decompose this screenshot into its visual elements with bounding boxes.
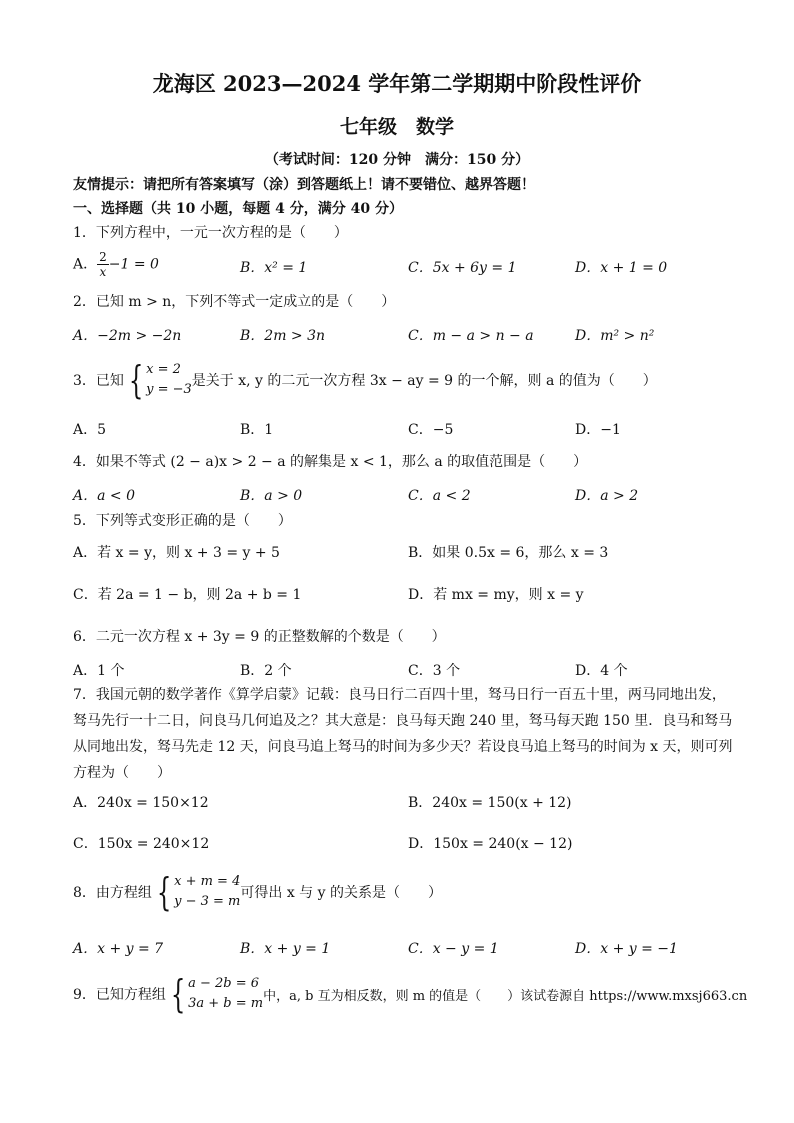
exam-info: （考试时间：120 分钟 满分：150 分）	[264, 152, 530, 168]
question-1-option-c: C．5x + 6y = 1	[408, 260, 517, 276]
system-line-1: x = 2	[146, 362, 181, 377]
q8-suffix: 可得出 x 与 y 的关系是（ ）	[240, 885, 442, 901]
question-5-option-d: D．若 mx = my，则 x = y	[408, 587, 584, 603]
question-7-option-b: B．240x = 150(x + 12)	[408, 795, 572, 811]
question-6-option-c: C．3 个	[408, 663, 461, 679]
question-4-option-d: D．a > 2	[575, 488, 639, 504]
question-7-option-a: A．240x = 150×12	[73, 795, 209, 811]
section-heading: 一、选择题（共 10 小题，每题 4 分，满分 40 分）	[73, 201, 403, 217]
question-7-stem: 7．我国元朝的数学著作《算学启蒙》记载：良马日行二百四十里，驽马日行一百五十里，两马同地出发，驽马先行一十二日，问良马几何追及之？其大意是：良马每天跑 240 里，驽马每天跑 150 里．良马和驽马从同地出发，驽马先走 12 天，问良马追上驽马的时间为多少天？若设良马追上驽马的时间为 x 天，则可列方程为（ ）	[73, 687, 733, 781]
question-2-option-b: B．2m > 3n	[240, 328, 326, 344]
equation-system	[146, 360, 192, 400]
question-5-option-b: B．如果 0.5x = 6，那么 x = 3	[408, 545, 609, 561]
fraction	[97, 250, 109, 279]
q9-prefix: 9．已知方程组	[73, 987, 166, 1003]
question-2-option-c: C．m − a > n − a	[408, 328, 534, 344]
question-8-option-c: C．x − y = 1	[408, 941, 499, 957]
question-3-option-b: B．1	[240, 422, 274, 438]
question-5-stem: 5．下列等式变形正确的是（ ）	[73, 513, 292, 529]
question-8-stem	[73, 872, 442, 912]
question-7-option-c: C．150x = 240×12	[73, 836, 210, 852]
system-line-1: x + m = 4	[174, 874, 241, 889]
q8-line	[73, 872, 442, 912]
question-3-option-d: D．−1	[575, 422, 621, 438]
question-1-option-b: B．x² = 1	[240, 260, 308, 276]
system-line-1: a − 2b = 6	[188, 976, 260, 991]
equation-system	[174, 872, 240, 912]
page-title: 龙海区 2023—2024 学年第二学期期中阶段性评价	[152, 71, 642, 96]
question-4-option-a: A．a < 0	[73, 488, 135, 504]
question-1-option-a	[73, 250, 159, 279]
question-1-option-d: D．x + 1 = 0	[575, 260, 668, 276]
question-5-option-c: C．若 2a = 1 − b，则 2a + b = 1	[73, 587, 302, 603]
question-2-option-d: D．m² > n²	[575, 328, 655, 344]
question-8-option-b: B．x + y = 1	[240, 941, 331, 957]
q9-suffix: 中，a, b 互为相反数，则 m 的值是（ ）该试卷源自 https://www.mxsj663.cn	[263, 988, 748, 1004]
notice: 友情提示：请把所有答案填写（涂）到答题纸上！请不要错位、越界答题！	[73, 177, 535, 193]
system-line-2: y = −3	[146, 382, 192, 397]
question-8-option-d: D．x + y = −1	[575, 941, 678, 957]
question-4-stem: 4．如果不等式 (2 − a)x > 2 − a 的解集是 x < 1，那么 a 的取值范围是（ ）	[73, 454, 588, 470]
question-6-option-b: B．2 个	[240, 663, 292, 679]
system-line-2: 3a + b = m	[188, 996, 264, 1011]
question-9-stem	[73, 974, 747, 1014]
option-a-tail: −1 = 0	[108, 256, 159, 273]
question-6-option-a: A．1 个	[73, 663, 125, 679]
page-subtitle: 七年级 数学	[339, 116, 454, 138]
system-line-2: y − 3 = m	[174, 894, 241, 909]
system-brace: {	[128, 358, 144, 402]
system-brace: {	[156, 870, 172, 914]
question-5-option-a: A．若 x = y，则 x + 3 = y + 5	[73, 545, 280, 561]
q3-suffix: 是关于 x, y 的二元一次方程 3x − ay = 9 的一个解，则 a 的值为（ ）	[191, 373, 657, 389]
question-8-option-a: A．x + y = 7	[73, 941, 164, 957]
question-6-stem: 6．二元一次方程 x + 3y = 9 的正整数解的个数是（ ）	[73, 629, 446, 645]
equation-system	[188, 974, 263, 1014]
question-3-option-a: A．5	[73, 422, 107, 438]
q3-line	[73, 360, 657, 400]
question-2-option-a: A．−2m > −2n	[73, 328, 182, 344]
question-1-stem: 1．下列方程中，一元一次方程的是（ ）	[73, 225, 348, 241]
system-brace: {	[170, 972, 186, 1016]
question-7-option-d: D．150x = 240(x − 12)	[408, 836, 573, 852]
option-a-label: A．	[73, 256, 98, 273]
question-3-stem	[73, 360, 657, 400]
question-6-option-d: D．4 个	[575, 663, 628, 679]
question-2-stem: 2．已知 m > n，下列不等式一定成立的是（ ）	[73, 294, 396, 310]
fraction-denominator: x	[99, 265, 107, 279]
question-4-option-b: B．a > 0	[240, 488, 303, 504]
fraction-numerator: 2	[99, 250, 107, 264]
question-4-option-c: C．a < 2	[408, 488, 471, 504]
q8-prefix: 8．由方程组	[73, 885, 152, 901]
question-3-option-c: C．−5	[408, 422, 454, 438]
q9-line	[73, 974, 747, 1014]
q3-prefix: 3．已知	[73, 373, 124, 389]
